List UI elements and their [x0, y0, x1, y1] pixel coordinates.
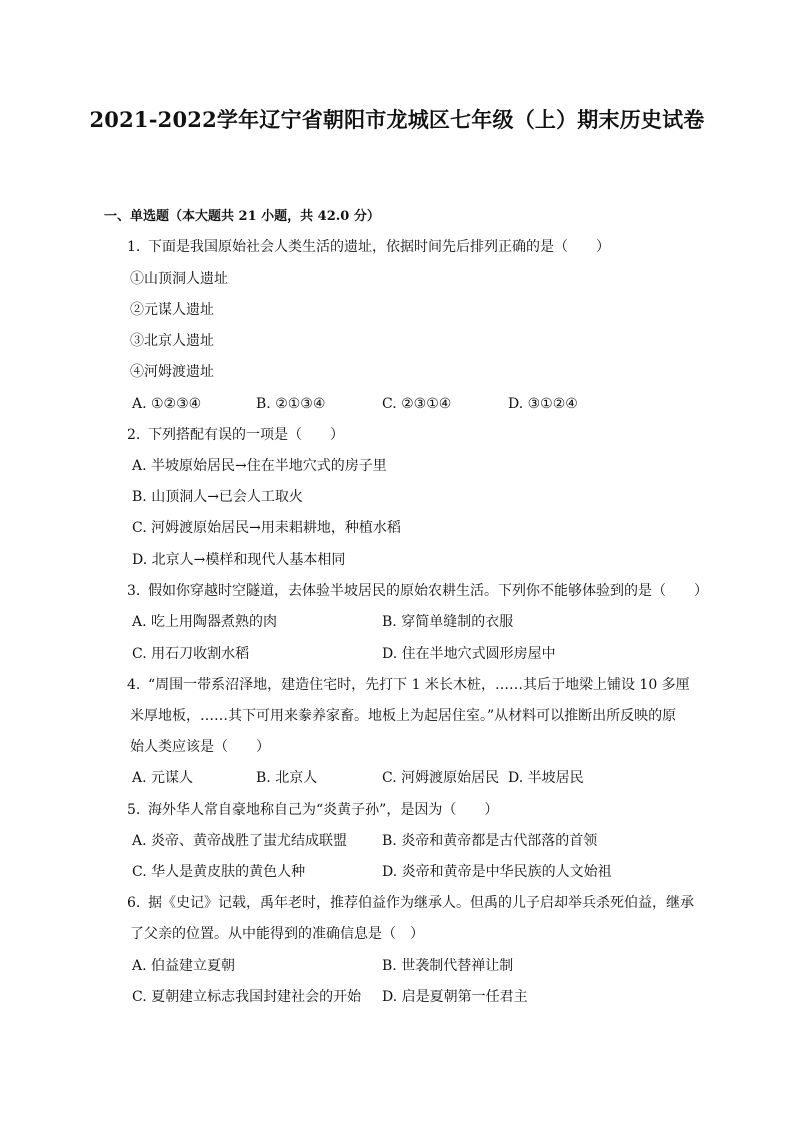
question-5	[127, 801, 498, 819]
question-4-stem-line-3: 始人类应该是（ ）	[130, 739, 270, 755]
question-number: 6.	[127, 895, 141, 911]
question-number: 4.	[127, 677, 141, 693]
question-stem: 下列搭配有误的一项是（ ）	[148, 427, 344, 443]
question-3-option-a: A. 吃上用陶器煮熟的肉	[132, 614, 278, 630]
question-3	[127, 582, 708, 600]
question-2-option-a: A. 半坡原始居民→住在半地穴式的房子里	[132, 458, 387, 474]
question-stem: 据《史记》记载，禹年老时，推荐伯益作为继承人。但禹的儿子启却举兵杀死伯益，继承	[148, 895, 694, 911]
page-title: 2021-2022学年辽宁省朝阳市龙城区七年级（上）期末历史试卷	[89, 107, 705, 132]
question-6	[127, 894, 694, 912]
question-6-option-b: B. 世袭制代替禅让制	[382, 958, 514, 974]
question-1-option-d: D. ③①②④	[508, 396, 578, 412]
question-5-option-b: B. 炎帝和黄帝都是古代部落的首领	[382, 833, 598, 849]
question-1-item-2: ②元谋人遗址	[130, 302, 214, 318]
question-1-option-b: B. ②①③④	[256, 396, 326, 412]
question-1-option-c: C. ②③①④	[382, 396, 452, 412]
question-2-option-b: B. 山顶洞人→已会人工取火	[132, 489, 303, 505]
question-6-option-a: A. 伯益建立夏朝	[132, 958, 236, 974]
question-stem: 假如你穿越时空隧道，去体验半坡居民的原始农耕生活。下列你不能够体验到的是（ ）	[148, 583, 708, 599]
question-2	[127, 426, 344, 444]
question-1-item-3: ③北京人遗址	[130, 333, 214, 349]
question-1	[127, 238, 610, 256]
question-5-option-d: D. 炎帝和黄帝是中华民族的人文始祖	[382, 864, 612, 880]
question-1-item-4: ④河姆渡遗址	[130, 364, 214, 380]
question-4-option-b: B. 北京人	[256, 770, 318, 786]
question-4	[127, 676, 690, 694]
section-heading: 一、单选题（本大题共 21 小题，共 42.0 分）	[104, 209, 380, 224]
question-3-option-d: D. 住在半地穴式圆形房屋中	[382, 646, 556, 662]
question-number: 5.	[127, 802, 141, 818]
question-1-option-a: A. ①②③④	[132, 396, 202, 412]
question-4-stem-line-2: 米厚地板，……其下可用来豢养家畜。地板上为起居住室。”从材料可以推断出所反映的原	[130, 708, 677, 724]
question-3-option-c: C. 用石刀收割水稻	[132, 646, 250, 662]
question-4-option-a: A. 元谋人	[132, 770, 194, 786]
question-6-stem-line-2: 了父亲的位置。从中能得到的准确信息是（ ）	[130, 926, 424, 942]
question-6-option-d: D. 启是夏朝第一任君主	[382, 989, 528, 1005]
question-number: 2.	[127, 427, 141, 443]
question-number: 3.	[127, 583, 141, 599]
question-2-option-d: D. 北京人→模样和现代人基本相同	[132, 552, 346, 568]
question-2-option-c: C. 河姆渡原始居民→用耒耜耕地，种植水稻	[132, 520, 401, 536]
question-stem: “周围一带系沼泽地，建造住宅时，先打下 1 米长木桩，……其后于地梁上铺设 10 多厘	[148, 677, 690, 693]
question-5-option-a: A. 炎帝、黄帝战胜了蚩尤结成联盟	[132, 833, 348, 849]
question-4-option-c: C. 河姆渡原始居民	[382, 770, 500, 786]
question-5-option-c: C. 华人是黄皮肤的黄色人种	[132, 864, 306, 880]
question-stem: 海外华人常自豪地称自己为“炎黄子孙”，是因为（ ）	[148, 802, 499, 818]
question-1-item-1: ①山顶洞人遗址	[130, 271, 228, 287]
question-number: 1.	[127, 239, 141, 255]
question-stem: 下面是我国原始社会人类生活的遗址，依据时间先后排列正确的是（ ）	[148, 239, 610, 255]
question-6-option-c: C. 夏朝建立标志我国封建社会的开始	[132, 989, 362, 1005]
question-3-option-b: B. 穿简单缝制的衣服	[382, 614, 514, 630]
question-4-option-d: D. 半坡居民	[508, 770, 584, 786]
